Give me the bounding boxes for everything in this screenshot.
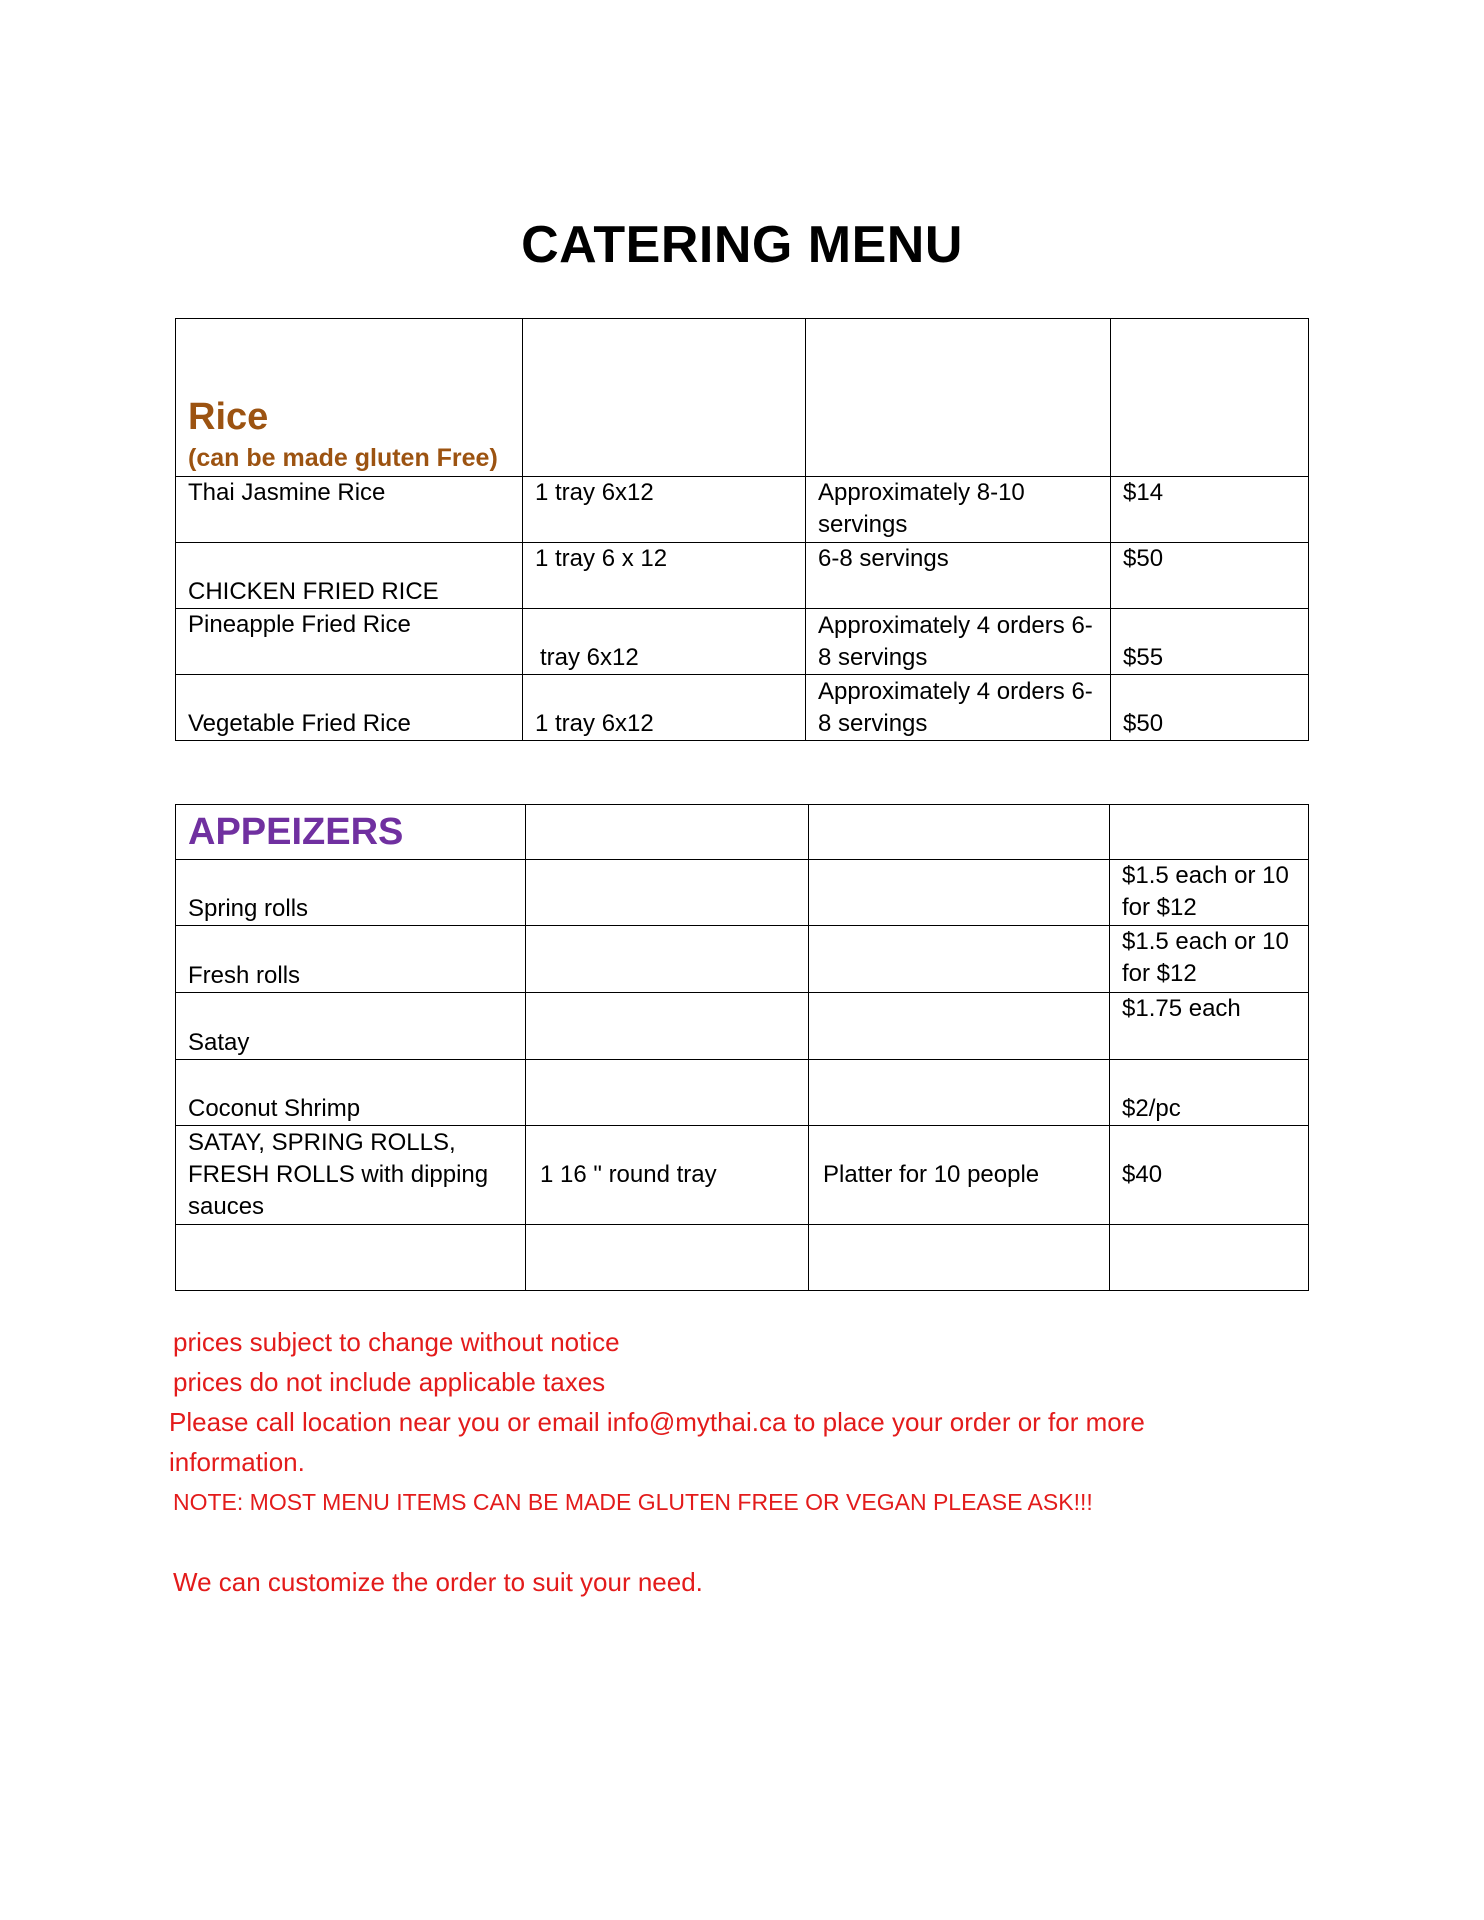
- table-row: [176, 477, 1309, 543]
- empty-cell: [1110, 1225, 1309, 1291]
- item-name: Fresh rolls: [176, 926, 526, 993]
- table-row: [176, 1126, 1309, 1225]
- item-servings: Approximately 4 orders 6-8 servings: [806, 675, 1111, 741]
- item-name: Pineapple Fried Rice: [176, 609, 523, 675]
- table-row: [176, 926, 1309, 993]
- item-name: CHICKEN FRIED RICE: [176, 543, 523, 609]
- item-price: $40: [1110, 1126, 1309, 1225]
- empty-cell: [806, 319, 1111, 477]
- appetizers-header-row: [176, 805, 1309, 860]
- item-size: [526, 860, 809, 926]
- notes-block: [169, 1322, 1323, 1602]
- note-gluten-free: NOTE: MOST MENU ITEMS CAN BE MADE GLUTEN FREE OR VEGAN PLEASE ASK!!!: [173, 1489, 1093, 1515]
- item-size: [526, 926, 809, 993]
- item-servings: [809, 926, 1110, 993]
- item-price: $55: [1111, 609, 1309, 675]
- item-servings: Approximately 4 orders 6-8 servings: [806, 609, 1111, 675]
- spacer: [173, 1522, 1323, 1562]
- table-row: [176, 675, 1309, 741]
- item-price: $2/pc: [1110, 1060, 1309, 1126]
- note-taxes: prices do not include applicable taxes: [173, 1367, 606, 1397]
- note-contact: Please call location near you or email info@mythai.ca to place your order or for more information.: [169, 1407, 1145, 1477]
- table-row: [176, 993, 1309, 1060]
- item-name: Satay: [176, 993, 526, 1060]
- table-row: [176, 1060, 1309, 1126]
- item-size: 1 tray 6x12: [523, 675, 806, 741]
- item-servings: [809, 860, 1110, 926]
- item-servings: 6-8 servings: [806, 543, 1111, 609]
- item-price: $14: [1111, 477, 1309, 543]
- empty-cell: [526, 805, 809, 860]
- table-row: [176, 543, 1309, 609]
- empty-cell: [176, 1225, 526, 1291]
- item-size: [526, 1060, 809, 1126]
- item-name: Vegetable Fried Rice: [176, 675, 523, 741]
- note-customize: We can customize the order to suit your need.: [173, 1567, 703, 1597]
- rice-title: Rice: [188, 396, 269, 438]
- table-row: [176, 609, 1309, 675]
- rice-subtitle: (can be made gluten Free): [188, 444, 498, 472]
- item-name: Coconut Shrimp: [176, 1060, 526, 1126]
- item-servings: [809, 1060, 1110, 1126]
- note-price-change: prices subject to change without notice: [173, 1327, 620, 1357]
- rice-header-row: [176, 319, 1309, 477]
- appetizers-title: APPEIZERS: [176, 805, 526, 860]
- page-title: CATERING MENU: [521, 216, 963, 274]
- empty-cell: [809, 1225, 1110, 1291]
- item-size: 1 tray 6x12: [523, 477, 806, 543]
- item-size: [526, 993, 809, 1060]
- table-row-empty: [176, 1225, 1309, 1291]
- item-size: 1 tray 6 x 12: [523, 543, 806, 609]
- item-price: $50: [1111, 675, 1309, 741]
- table-row: [176, 860, 1309, 926]
- rice-header-cell: [176, 319, 523, 477]
- item-size: tray 6x12: [523, 609, 806, 675]
- empty-cell: [523, 319, 806, 477]
- item-servings: Approximately 8-10 servings: [806, 477, 1111, 543]
- item-price: $1.5 each or 10 for $12: [1110, 860, 1309, 926]
- empty-cell: [1111, 319, 1309, 477]
- empty-cell: [1110, 805, 1309, 860]
- item-price: $1.75 each: [1110, 993, 1309, 1060]
- rice-table: [175, 318, 1309, 741]
- item-size: 1 16 " round tray: [526, 1126, 809, 1225]
- empty-cell: [526, 1225, 809, 1291]
- item-name: Spring rolls: [176, 860, 526, 926]
- item-name: SATAY, SPRING ROLLS, FRESH ROLLS with dipping sauces: [176, 1126, 526, 1225]
- item-servings: Platter for 10 people: [809, 1126, 1110, 1225]
- appetizers-table: [175, 804, 1309, 1291]
- item-servings: [809, 993, 1110, 1060]
- item-price: $1.5 each or 10 for $12: [1110, 926, 1309, 993]
- item-name: Thai Jasmine Rice: [176, 477, 523, 543]
- empty-cell: [809, 805, 1110, 860]
- item-price: $50: [1111, 543, 1309, 609]
